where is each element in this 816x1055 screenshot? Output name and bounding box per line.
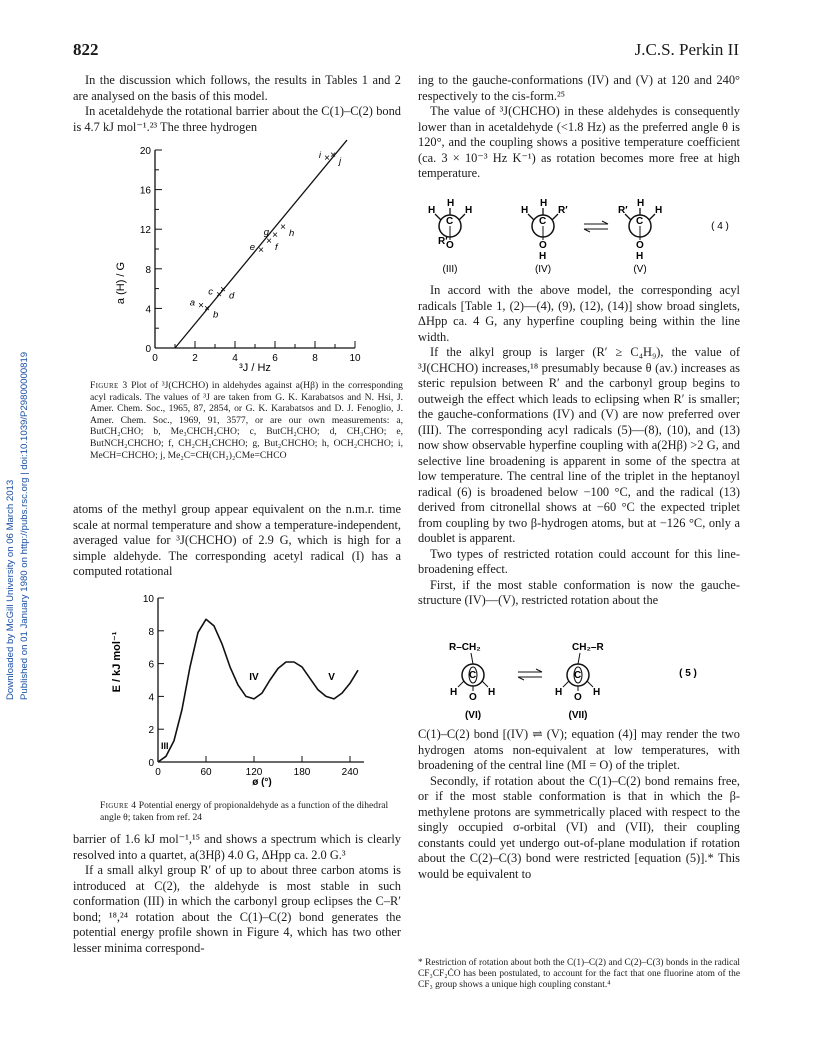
figure-4-x-tick-label: 120: [245, 767, 263, 778]
svg-text:C: C: [539, 216, 547, 227]
footnote-text: * Restriction of rotation about both the C(1)–C(2) and C(2)–C(3) bonds in the radical CF₃CF₂ĊO has been postulated, to account for the fact that one fluorine atom of the CF₃ group shows a unique high coupling constant.⁴: [418, 958, 740, 991]
figure-3-ylabel: a (H) / G: [115, 261, 127, 305]
right-paragraph-3: In accord with the above model, the corresponding acyl radicals [Table 1, (2)—(4), (9), (12), (14)] show broad singlets, ΔHpp ca. 4 G, any hyperfine coupling being within the line width.: [418, 283, 740, 344]
figure-4-xlabel: ø (°): [252, 777, 272, 788]
figure-4-label-iv: IV: [249, 672, 259, 683]
svg-text:H: H: [450, 687, 458, 698]
footnote: [418, 958, 740, 992]
figure-4-caption-text: Potential energy of propionaldehyde as a function of the dihedral angle θ; taken from ref. 24: [100, 800, 389, 823]
figure-3-point-label: b: [213, 309, 219, 321]
figure-4-y-tick-label: 6: [148, 659, 154, 671]
figure-4-y-tick-label: 4: [148, 692, 154, 704]
figure-3-point-label: e: [249, 241, 255, 253]
figure-4-y-tick-label: 0: [148, 758, 154, 769]
svg-text:O: O: [446, 240, 454, 251]
right-bottom: [418, 727, 740, 882]
figure-3-x-tick-label: 8: [312, 353, 318, 364]
scheme-5-newman-projections: [418, 630, 740, 722]
svg-text:H: H: [539, 251, 547, 262]
figure-3-data-point: ×: [266, 236, 272, 248]
svg-text:H: H: [637, 198, 645, 209]
page-number: 822: [73, 40, 99, 59]
figure-3-point-label: c: [208, 286, 213, 298]
left-paragraph-3: atoms of the methyl group appear equivalent on the n.m.r. time scale at normal temperature and show a temperature-independent, averaged value for ³J(CHCHO) of 2.9 G, which is high for a simple aldehyde. The corresponding acetyl radical (I) has a computed rotational: [73, 502, 401, 578]
svg-text:H: H: [465, 205, 473, 216]
equation-4-number: ( 4 ): [711, 221, 729, 232]
newman-vii: [555, 642, 604, 703]
figure-3-data-point: ×: [220, 284, 226, 296]
right-paragraph-8: Secondly, if rotation about the C(1)–C(2) bond remains free, or if the most stable conformation is that in which the β-methylene protons are symmetrically placed with respect to the singly occupied σ-orbital (VI) and (VII), their coupling constants could yet undergo out-of-plane modulation if rotation about the C(2)–C(3) bond were restricted [equation (5)].* This would be equivalent to: [418, 773, 740, 881]
figure-3-y-tick-label: 4: [145, 304, 151, 316]
newman-vi: [449, 642, 495, 703]
figure-3-y-tick-label: 12: [139, 225, 151, 237]
figure-4-x-tick-label: 240: [341, 767, 359, 778]
svg-text:H: H: [428, 205, 436, 216]
figure-3-y-tick-label: 20: [139, 146, 151, 157]
svg-text:H: H: [655, 205, 663, 216]
figure-4-caption-label: Figure 4: [100, 800, 137, 811]
figure-3-point-label: d: [229, 290, 235, 302]
figure-3-x-tick-label: 0: [152, 353, 158, 364]
figure-3-caption-text: Plot of ³J(CHCHO) in aldehydes against a(Hβ) in the corresponding acyl radicals. The values of ³J are taken from G. K. Karabatsos and N. Hsi, J. Amer. Chem. Soc., 1965, 87, 2854, or G. K. Karabatsos and D. J. Fenoglio, J. Amer. Chem. Soc., 1969, 91, 3577, or are our own measurements: a, ButCH₂CHO; b, Me₃CHCH₂CHO; c, ButCH₂CHO; d, CH₃CHO; e, ButNCH₂CHCHO; f, CH₂CH₂CHCHO; g, But₂CHCHO; h, OCH₂CHCHO; i, MeCH=CHCHO; j, Me₂C=CH(CH₂)₂CMe=CHCO: [90, 380, 403, 461]
scheme-5-label-vii: (VII): [568, 710, 588, 721]
figure-3-caption-label: Figure 3: [90, 380, 128, 391]
figure-4-label-iii: III: [161, 740, 169, 751]
figure-4-x-tick-label: 60: [200, 767, 212, 778]
figure-3-data-point: ×: [198, 300, 204, 312]
scheme-4-label-iii: (III): [442, 264, 458, 275]
figure-3-xlabel: ³J / Hz: [239, 362, 271, 374]
svg-text:CH₂–R: CH₂–R: [572, 642, 604, 653]
right-middle: [418, 283, 740, 609]
figure-3-point-label: f: [275, 242, 278, 254]
right-top: [418, 73, 740, 182]
right-paragraph-2: The value of ³J(CHCHO) in these aldehydes is consequently lower than in acetaldehyde (<1.8 Hz) as the preferred angle θ is 120°, and the coupling shows a positive temperature coefficient (ca. 3 × 10⁻³ Hz K⁻¹) as rotation becomes more free at high temperature.: [418, 104, 740, 180]
svg-text:O: O: [539, 240, 547, 251]
svg-text:O: O: [469, 692, 477, 703]
figure-3-data-point: ×: [216, 289, 222, 301]
newman-iii: [428, 198, 472, 251]
svg-text:R′: R′: [618, 205, 628, 216]
figure-4-x-tick-label: 0: [155, 767, 161, 778]
figure-3-data-point: ×: [272, 230, 278, 242]
figure-4-y-tick-label: 2: [148, 725, 154, 737]
figure-3-data-point: ×: [324, 152, 330, 164]
newman-v: [618, 198, 662, 262]
figure-3-data-point: ×: [330, 149, 336, 161]
right-paragraph-1: ing to the gauche-conformations (IV) and (V) at 120 and 240° respectively to the cis-form.²⁵: [418, 73, 740, 103]
figure-3-y-tick-label: 8: [145, 264, 151, 276]
svg-text:C: C: [446, 216, 454, 227]
newman-iv: [521, 198, 568, 262]
figure-3-x-tick-label: 10: [349, 353, 361, 364]
left-middle: [73, 502, 401, 580]
figure-3-data-point: ×: [204, 303, 210, 315]
figure-4-y-tick-label: 10: [142, 594, 154, 605]
figure-3-x-tick-label: 4: [232, 353, 238, 364]
scheme-4-newman-projections: [418, 188, 740, 278]
scheme-5-label-vi: (VI): [464, 710, 482, 721]
right-paragraph-5: Two types of restricted rotation could account for this line-broadening effect.: [418, 546, 740, 576]
equation-5-number: ( 5 ): [679, 668, 697, 679]
svg-text:C: C: [636, 216, 644, 227]
scheme-4-label-v: (V): [633, 264, 647, 275]
figure-3-point-label: h: [289, 228, 295, 240]
figure-3-data-point: ×: [258, 244, 264, 256]
figure-4-ylabel: E / kJ mol⁻¹: [111, 631, 123, 693]
svg-text:R′: R′: [438, 236, 448, 247]
figure-3-point-label: j: [339, 155, 342, 167]
left-paragraph-2: In acetaldehyde the rotational barrier about the C(1)–C(2) bond is 4.7 kJ mol⁻¹.²³ The three hydrogen: [73, 104, 401, 134]
figure-3-caption: [90, 380, 403, 461]
sidebar-publish-note: Published on 01 January 1980 on http://pubs.rsc.org | doi:10.1039/P29800000819: [19, 351, 30, 700]
svg-text:C: C: [469, 670, 477, 681]
svg-text:H: H: [636, 251, 644, 262]
figure-4-x-tick-label: 180: [293, 767, 311, 778]
sidebar-download-note: Downloaded by McGill University on 06 March 2013: [5, 479, 16, 700]
figure-4-axes: [143, 594, 364, 778]
svg-text:R′: R′: [558, 205, 568, 216]
scheme-4-label-iv: (IV): [534, 264, 552, 275]
left-paragraph-5: If a small alkyl group R′ of up to about three carbon atoms is introduced at C(2), the aldehyde is most stable in such conformation (III) in which the carbonyl group eclipses the C–R′ bond; ¹⁸,²⁴ rotation about the C(1)–C(2) bond generates the potential energy profile shown in Figure 4, which has two other lesser minima correspond-: [73, 863, 401, 955]
svg-text:O: O: [574, 692, 582, 703]
svg-text:O: O: [636, 240, 644, 251]
figure-3-y-tick-label: 0: [145, 344, 151, 355]
figure-3-x-tick-label: 2: [192, 353, 198, 364]
svg-text:H: H: [540, 198, 548, 209]
figure-3-plot: [100, 138, 390, 378]
figure-3-data-point: ×: [280, 222, 286, 234]
svg-text:C: C: [574, 670, 582, 681]
svg-text:H: H: [447, 198, 455, 209]
left-intro: [73, 73, 401, 135]
left-paragraph-1: In the discussion which follows, the results in Tables 1 and 2 are analysed on the basis of this model.: [73, 73, 401, 103]
svg-text:H: H: [488, 687, 496, 698]
equilibrium-arrow: [584, 221, 608, 232]
right-paragraph-4: If the alkyl group is larger (R′ ≥ C₄H₉), the value of ³J(CHCHO) increases,¹⁸ presumably because θ (av.) increases as steric repulsion between R′ and the carbonyl group begins to outweigh the effect which leads to eclipsing when R′ is smaller; the gauche-conformations (IV) and (V) are now preferred over (III). The corresponding acyl radicals (5)—(8), (10), and (13) now show observable hyperfine coupling with a(2Hβ) >2 G, and selective line broadening is apparent in some of the spectra at low temperature. The central line of the triplet in the heptanoyl radical (6) is broadened below −100 °C, and the radical (13) derived from citronellal shows at −60 °C the expected triplet from coupling by two β-hydrogen atoms, but at −126 °C, only a doublet is apparent.: [418, 345, 740, 545]
right-paragraph-7: C(1)–C(2) bond [(IV) ⇌ (V); equation (4)] may render the two hydrogen atoms non-equivalent at low temperatures, with broadening of the central line (MI = O) of the triplet.: [418, 727, 740, 772]
figure-3-point-label: i: [318, 149, 321, 161]
figure-4-y-tick-label: 8: [148, 626, 154, 638]
figure-3-y-tick-label: 16: [139, 185, 151, 197]
svg-text:H: H: [521, 205, 529, 216]
figure-3-x-tick-label: 6: [272, 353, 278, 364]
left-bottom: [73, 832, 401, 956]
svg-text:R–CH₂: R–CH₂: [449, 642, 481, 653]
figure-4-plot: [110, 590, 380, 790]
svg-text:H: H: [555, 687, 563, 698]
figure-4-label-v: V: [328, 672, 335, 683]
equilibrium-arrow-5: [518, 669, 542, 680]
figure-3-axes: [140, 140, 361, 364]
figure-4-energy-curve: [158, 619, 358, 762]
svg-text:H: H: [593, 687, 601, 698]
journal-title: J.C.S. Perkin II: [634, 40, 739, 59]
figure-3-point-label: a: [189, 297, 195, 309]
figure-3-point-label: g: [263, 227, 269, 239]
figure-4-caption: [92, 800, 405, 823]
left-paragraph-4: barrier of 1.6 kJ mol⁻¹,¹⁵ and shows a spectrum which is clearly resolved into a quartet, a(3Hβ) 4.0 G, ΔHpp ca. 2.0 G.³: [73, 832, 401, 862]
right-paragraph-6: First, if the most stable conformation is now the gauche-structure (IV)—(V), restricted rotation about the: [418, 577, 740, 607]
